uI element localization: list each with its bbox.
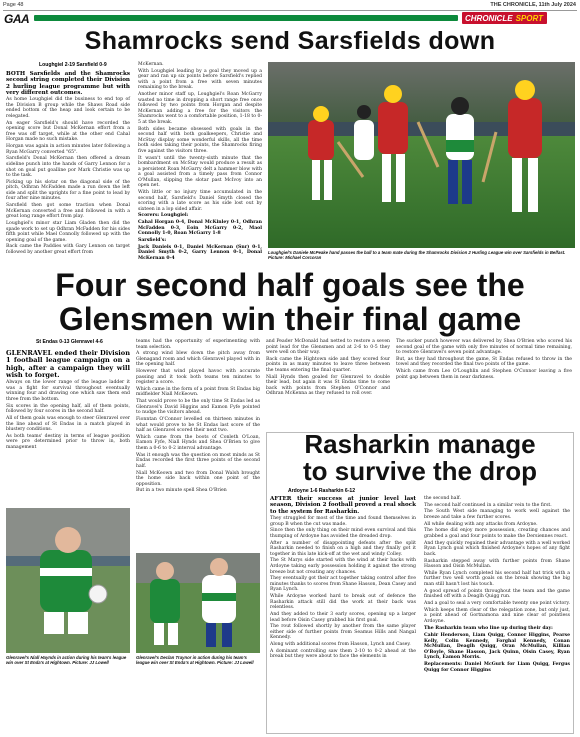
story2-col1 — [6, 350, 130, 452]
story2-photo-1 — [6, 508, 130, 653]
story2-headline-1: Four second half goals see the — [55, 267, 525, 303]
story3-col1 — [270, 496, 416, 661]
story2-score: St Endas 0-13 Glenravel 4-6 — [36, 339, 103, 345]
story3-col2-paragraph: While Ryan Lynch completed his second half hat trick with a further two well worth goals on the break showing the big man still hasn't lost his touch. — [424, 570, 570, 587]
story2-col2-paragraph: Niall McKeown and two from Donal Walsh brought the home side back within one point of the opposition. — [136, 470, 260, 487]
story1-col1-paragraph: Horgan was again in action minutes later following a Ryan McGarry converted "65". — [6, 144, 130, 155]
story1-scorers-1: Cahal Horgan 0-4, Donal McKinley 0-1, Odhran McFadden 0-3, Eoin McGarry 0-2, Maol Connolly 1-0, Roan McGarry 1-8 — [138, 220, 262, 237]
story3-col1-paragraph: The rout followed shortly by another from the same player either side of further points from Seamus Hills and Nangal Kennedy. — [270, 624, 416, 641]
story3-col2-paragraph: And they quickly regained their advantage with a well worked Ryan Lynch goal which finished Ardoyne's hopes of any fight back. — [424, 540, 570, 557]
story2-col3-paragraph: Niall Hynds then goaled for Glenravel to double their lead, but again it was St Endas time to come back with points from Stephen O'Connor and Odhran McKenna as they refused to roll over. — [266, 374, 390, 397]
story2-col2-paragraph: Fionntan O'Connor levelled on thirteen minutes in what would prove to be St Endas last score of the half as Glenravel scored their next two. — [136, 417, 260, 434]
story3-col1-paragraph: A dominant controlling saw them 2-10 to 0-2 ahead at the break but they were about to face the elements in — [270, 648, 416, 660]
chronicle-word: CHRONICLE — [465, 13, 513, 23]
story3-headline-2: to survive the drop — [302, 456, 538, 486]
story2-col1-paragraph: As both teams' destiny in terms of league position were pre determined prior to throw in, both management — [6, 433, 130, 450]
header-rule — [3, 10, 577, 11]
story1-col1 — [6, 71, 130, 257]
story2-col3-paragraph: and Peader McDonald had netted to restore a seven point lead for the Glensmen and at 2-6 to 0-5 they were well on their way. — [266, 339, 390, 356]
story2-col4-paragraph: The sucker punch however was delivered by Shea O'Brien who scored his second goal of the game with only five minutes of normal time remaining, to restore Glenravel's seven point advantage. — [396, 339, 572, 356]
story2-col2-paragraph: Was it enough was the question on most minds as St Endas recorded the first three points of the second half. — [136, 452, 260, 469]
story1-col1-paragraph: Picking up his slotar on the diagonal side of the pitch, Odhran McFadden made a run down the left side and split the uprights for a fine point to lead by four after nine minutes. — [6, 179, 130, 202]
story3-scorers: Cahir Henderson, Liam Quigg, Connor Higgins, Pearse Kelly, Colin Kennedy, Forghal Kennedy, Conan McMullan, Deaglh Quigg, Oran McMullan, Killian O'Boyle, Shane Hasson, Jack Quinn, Oisin Casey, Ryan Lynch, Eamon Morris. — [424, 633, 570, 661]
story3-col1-paragraph: Along with additional scores from Hasson, Lynch and Casey. — [270, 642, 411, 648]
story1-col2-paragraph: With Loughgiel leading by a goal they moved up a gear and ran up six points before Sarsfield's replied with a point from a free with seven minutes remaining to the break. — [138, 68, 262, 91]
story2-col1-paragraph: All of them goals was enough to steer Glenravel over the line ahead of St Endas in a match played in blustery conditions. — [6, 416, 130, 433]
story3-col2-paragraph: All while dealing with any attacks from Ardoyne. — [424, 521, 538, 527]
story2-col2-paragraph: teams had the opportunity of experimenting with team selection. — [136, 339, 260, 350]
issue-date: THE CHRONICLE, 11th July 2024 — [490, 2, 576, 8]
story2-lead: GLENRAVEL ended their Division 1 football league campaign on a high, after a campaign they will wish to forget. — [6, 349, 130, 379]
story3-col2-paragraph: And a goal to seal a very comfortable twenty one point victory. — [424, 600, 570, 606]
story3-col2-paragraph: The South West side managing to work well against the breeze and take a few further scores. — [424, 509, 570, 521]
story2-col4 — [396, 339, 572, 381]
story2-photo-2 — [136, 553, 260, 653]
story1-score: Loughgiel 2-19 Sarsfield 0-9 — [39, 62, 107, 68]
story1-col1-paragraph: Back came the Paddies with Gary Lennon on target followed by another great effort from — [6, 244, 130, 255]
story2-col3 — [266, 339, 390, 398]
story1-col1-paragraph: Sarsfield's Donal McKernan then offered a dream sideline punch into the hands of Garry Lennon for a shot on goal put goalline por Mark Christie was up to the task. — [6, 156, 130, 179]
page-number: Page 48 — [3, 2, 24, 8]
story1-headline: Shamrocks send Sarsfields down — [84, 27, 496, 55]
story2-col2-paragraph: A strong wind blew down the pitch away from Glenagand room and which Glenravel played with in the opening half. — [136, 351, 260, 368]
story3-score: Ardoyne 1-6 Rasharkin 6-12 — [288, 488, 356, 494]
story2-col2-paragraph: Which came in the form of a point from St Endas big midfielder Niall McKeown. — [136, 386, 260, 398]
story2-col4-paragraph: Which came from Leo O'Loughlin and Stephen O'Connor leaving a five point gap between them in near darkness. — [396, 369, 572, 380]
story1-scorers-label-1: Scorers: Loughgiel: — [138, 213, 189, 219]
story2-col1-paragraph: Always on the lower range of the league ladder it was a fight for survival throughout eventually winning four and drawing one which saw them end three from the bottom. — [6, 380, 130, 403]
story1-col1-paragraph: Sarsfield then got some traction when Donal McKernan converted a free and followed in with a great long range effort from play. — [6, 203, 130, 220]
story1-col2-paragraph: McKernan. — [138, 62, 164, 67]
story2-col2 — [136, 339, 260, 495]
story1-col2-paragraph: Another minor staff up, Loughgiel's Roan McGarry wasted no time in dropping a short range free once followed by two points from Horgan and despite McKernan adding a free for the visitors the Shamrocks went to a comfortable position, 1-18 to 0-5 at the break. — [138, 92, 262, 125]
story1-photo — [268, 62, 575, 248]
story2-col2-paragraph: Which came from the boots of Conleth O'Loan, Eamon Fyfe, Niall Hynds and Shea O'Brien to give them a 0-6 to 0-2 interval advantage. — [136, 434, 260, 451]
story3-col2-paragraph: The second half continued in a similar vein to the first. — [424, 502, 552, 508]
story3-col1-paragraph: And they added to their 3 early scores, opening up a larger lead before Oisin Casey grabbed his first goal. — [270, 611, 416, 623]
story1-col1-paragraph: An eager Sarsfield's should have recorded the opening score but Donal McKernan effort from a free was off target, while at the other end Cahal Horgan made no such mistake. — [6, 120, 130, 143]
story3-col1-paragraph: Since then the only thing on their mind even survival and this thumping of Ardoyne has avoided the dreaded drop. — [270, 528, 416, 539]
story2-headline-2: Glensmen win their final game — [58, 301, 522, 337]
story3-col1-paragraph: While Ardoyne worked hard to break out of defence the Rasharkin attack still did the work at their back was relentless. — [270, 594, 416, 611]
story2-col4-paragraph: But, as they had throughout the game, St Endas refused to throw in the towel and they recorded the final two points of the game. — [396, 356, 572, 368]
story2-col2-paragraph: But in a two minute spell Shea O'Brien — [136, 488, 227, 494]
story3-lead: AFTER their success at junior level last season, Division 2 football proved a real shock to the system for Rasharkin. — [270, 496, 416, 515]
story3-col1-paragraph: They struggled for most of the time and found themselves in group B when the cut was made. — [270, 516, 416, 527]
story2-col3-paragraph: Back came the Hightown side and they scored four points in as many minutes to leave three between the teams entering the final quarter. — [266, 356, 390, 373]
story2-caption-1: Glenravel's Niall Haynds in action during his team's league win over St Enda's at Hightown. Picture: JJ Lowell — [6, 655, 127, 666]
story2-col2-paragraph: However that wind played havoc with accurate passing and it took both teams ten minutes to register a score. — [136, 369, 260, 386]
story3-col2 — [424, 496, 570, 674]
story1-col2 — [138, 62, 262, 262]
story3-col2-paragraph: the second half. — [424, 496, 461, 501]
story3-col1-paragraph: After a number of disappointing defeats after the split Rasharkin needed to finish on a high and they finally got it together in this late kick-off at the wet and windy Colley. — [270, 540, 416, 557]
story3-col1-paragraph: The St Marys side started with the wind at their backs with Ardoyne taking early possession holding it against the strong breeze but not creating any chances. — [270, 558, 416, 575]
story3-col2-paragraph: The home did enjoy more possession, creating chances and grabbed a goal and four points to make the Dersiennes react. — [424, 528, 570, 540]
football-player-image-2 — [136, 553, 260, 653]
story1-col2-paragraph: Both sides became obsessed with goals in the second half with both goalkeepers, Christie and McStay display some wonderful skills, all the time both sides taking their points, the Shamrocks firing five against the visitors three. — [138, 126, 262, 154]
story2-caption-2: Glenravel's Declan Traynor in action during his team's league win over St Enda's at Hightown. Picture: JJ Lowell — [136, 655, 254, 666]
story1-col1-paragraph: Loughgiel's minor star Liam Gladen then did the spade work to set up Odhran McFadden for his sides fifth point while Mael Connolly followed up with the opening goal of the game. — [6, 220, 130, 243]
story1-scorers-2: Jack Daniels 0-1, Daniel McKernan (Snr) 0-1, Daniel Smyth 0-2, Garry Lennon 0-1, Donal McKernan 0-4 — [138, 244, 262, 261]
story3-col1-paragraph: They eventually got their act together taking control after five minutes thanks to scores from Shane Hasson, Dean Casey and Ryan Lynch. — [270, 576, 416, 593]
story1-scorers-label-2: Sarsfield's: — [138, 237, 167, 243]
story2-col2-paragraph: That would prove to be the only time St Endas led as Glenravel's David Higgins and Eamon Fyfe pointed to nudge the visitors ahead. — [136, 399, 260, 416]
section-bar — [34, 15, 458, 21]
story1-col1-paragraph: As home Loughgiel did the business to end top of the Division B group while the Shaws Road side ended bottom of the heap and look certain to be relegated. — [6, 97, 130, 120]
story3-headline-1: Rasharkin manage — [304, 429, 536, 459]
story1-col2-paragraph: It wasn't until the twenty-sixth minute that the bombardment on McStay would produce a result as a persistent Roan McGarry delt a hammer blow with a goal assisted from a timely pass from Connor O'Mullan, slipping the slotar past McIvoy into an open net. — [138, 155, 262, 189]
gaa-section-label: GAA — [4, 12, 30, 26]
story1-lead: BOTH Sarsfields and the Shamrocks second string completed their Division 2 hurling league programme but with very different outcomes. — [6, 71, 130, 96]
chronicle-sport-logo — [462, 12, 547, 24]
sport-word: SPORT — [515, 13, 543, 23]
story3-col2-paragraph: A good spread of points throughout the team and the game finished off with a Deaglh Quigg run. — [424, 588, 570, 600]
story3-scorers-title: The Rasharkin team who line up during their day: — [424, 626, 553, 632]
story1-caption: Loughgiel's Daniele McPeake hand passes the ball to a team mate during the Shamrocks Division 2 Hurling League win over Sarsfields in Belfast. Picture: Michael Corcoran — [268, 250, 566, 261]
story1-col2-paragraph: With little or no injury time accumulated in the second half, Sarsfield's Daniel Smyth closed the scoring with a late score as his side lost out by sixteen in a lop sided affair. — [138, 189, 262, 212]
story2-col1-paragraph: Six scores in the opening half, all of them points, followed by four scores in the second half. — [6, 403, 130, 415]
football-player-image-1 — [6, 508, 130, 653]
hurling-action-image — [268, 62, 575, 248]
story3-col2-paragraph: Rasharkin stepped away with further points from Shane Hasson and Oisin McMullan. — [424, 558, 570, 570]
story3-subs: Replacements: Daniel McGurk for Liam Quigg, Fergus Quigg for Connor Higgins — [424, 662, 570, 673]
story3-col2-paragraph: Which keeps them clear of the relegation zone, but only just, a point ahead of Gortnamona and nine clear of pointless Ardoyne. — [424, 607, 570, 624]
